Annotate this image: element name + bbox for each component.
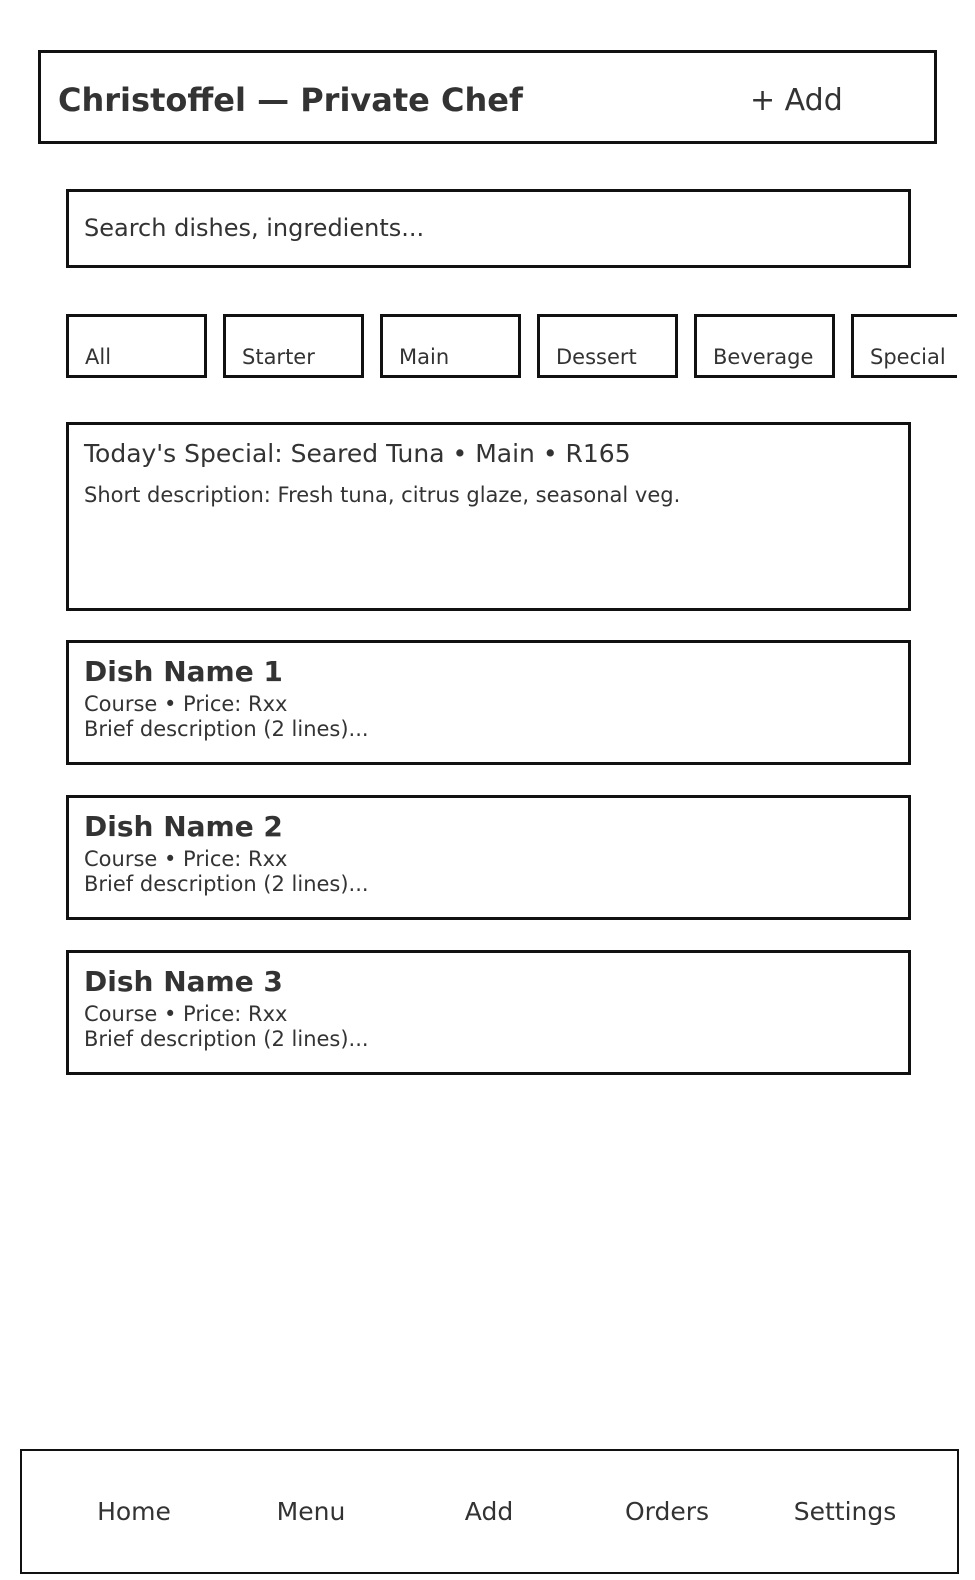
nav-item-menu[interactable]: Menu — [276, 1497, 346, 1526]
dish-name: Dish Name 2 — [84, 810, 283, 843]
dish-meta: Course • Price: Rxx — [84, 847, 288, 871]
filter-chip-label: Dessert — [556, 345, 637, 369]
dish-card[interactable] — [66, 950, 911, 1075]
filter-chip-starter[interactable] — [223, 314, 364, 378]
dish-meta: Course • Price: Rxx — [84, 1002, 288, 1026]
filter-chip-dessert[interactable] — [537, 314, 678, 378]
filter-chip-label: Beverage — [713, 345, 814, 369]
special-description: Short description: Fresh tuna, citrus glaze, seasonal veg. — [84, 483, 681, 507]
special-title: Today's Special: Seared Tuna • Main • R165 — [84, 439, 631, 468]
dish-card[interactable] — [66, 640, 911, 765]
dish-card[interactable] — [66, 795, 911, 920]
special-card[interactable] — [66, 422, 911, 611]
filter-chip-label: Special — [870, 345, 946, 369]
filter-chip-label: Starter — [242, 345, 315, 369]
filter-chip-label: All — [85, 345, 112, 369]
dish-meta: Course • Price: Rxx — [84, 692, 288, 716]
nav-item-home[interactable]: Home — [97, 1497, 171, 1526]
search-input[interactable] — [84, 206, 884, 250]
filter-chip-beverage[interactable] — [694, 314, 835, 378]
filter-chip-main[interactable] — [380, 314, 521, 378]
bottom-nav — [20, 1449, 959, 1574]
nav-item-orders[interactable]: Orders — [624, 1497, 710, 1526]
dish-description: Brief description (2 lines)... — [84, 717, 369, 741]
filter-chip-special[interactable] — [851, 314, 957, 378]
filter-chip-all[interactable] — [66, 314, 207, 378]
filter-chips — [66, 314, 957, 378]
dish-name: Dish Name 1 — [84, 655, 283, 688]
page-title: Christoffel — Private Chef — [58, 81, 523, 119]
dish-name: Dish Name 3 — [84, 965, 283, 998]
add-dish-button[interactable]: + Add — [750, 83, 843, 118]
filter-chip-label: Main — [399, 345, 450, 369]
dish-description: Brief description (2 lines)... — [84, 872, 369, 896]
search-box[interactable] — [66, 189, 911, 268]
dish-description: Brief description (2 lines)... — [84, 1027, 369, 1051]
nav-item-settings[interactable]: Settings — [793, 1497, 897, 1526]
nav-item-add[interactable]: Add — [464, 1497, 514, 1526]
app-header — [38, 50, 937, 144]
